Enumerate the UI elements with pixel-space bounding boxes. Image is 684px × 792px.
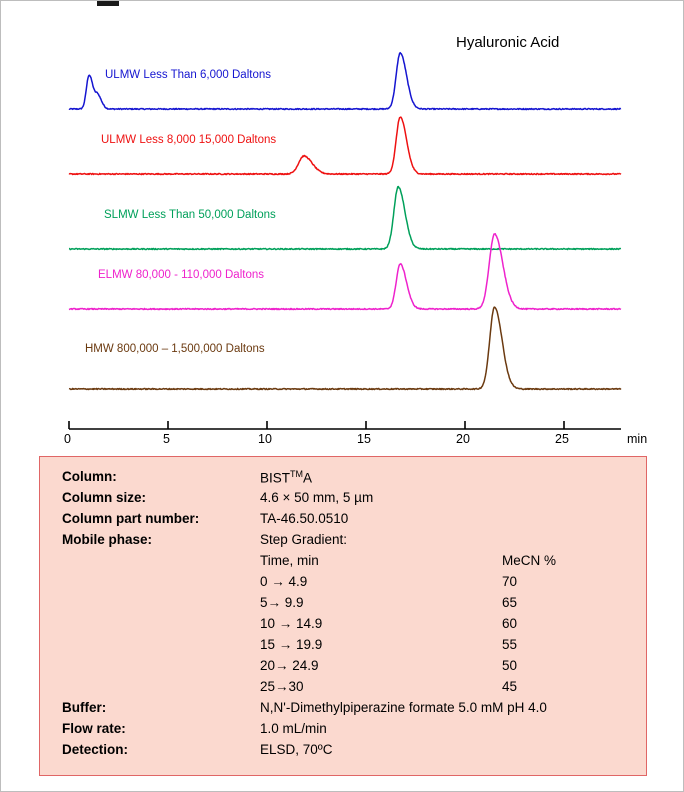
xtick-5: 5 (163, 432, 170, 446)
x-axis-unit-label: min (627, 432, 648, 446)
method-label: Flow rate: (62, 721, 126, 736)
method-value: BIST™A (260, 469, 313, 486)
chromatogram-traces (1, 9, 684, 449)
method-label: Mobile phase: (62, 532, 153, 547)
trademark-mark: TM (290, 469, 304, 479)
method-row (40, 616, 646, 637)
method-row (40, 511, 646, 532)
method-value-secondary: 55 (502, 637, 518, 652)
method-row (40, 595, 646, 616)
method-value-secondary: 50 (502, 658, 518, 673)
method-row (40, 469, 646, 490)
method-row (40, 721, 646, 742)
xtick-15: 15 (357, 432, 371, 446)
xtick-20: 20 (456, 432, 470, 446)
method-value-secondary: 45 (502, 679, 518, 694)
method-value-secondary: 65 (502, 595, 518, 610)
method-label: Buffer: (62, 700, 107, 715)
series-label-ulmw-8000-15000: ULMW Less 8,000 15,000 Daltons (101, 134, 277, 146)
method-value: 10 → 14.9 (260, 616, 323, 631)
method-row (40, 700, 646, 721)
method-value: N,N'-Dimethylpiperazine formate 5.0 mM pH 4.0 (260, 700, 547, 715)
method-value: ELSD, 70ºC (260, 742, 333, 757)
method-value-secondary: 60 (502, 616, 518, 631)
method-label: Column: (62, 469, 117, 484)
method-value: 15 → 19.9 (260, 637, 323, 652)
method-value: 5→ 9.9 (260, 595, 304, 610)
method-value: 25→30 (260, 679, 304, 694)
method-row (40, 490, 646, 511)
method-row (40, 553, 646, 574)
method-row (40, 679, 646, 700)
method-value: 1.0 mL/min (260, 721, 327, 736)
method-row (40, 532, 646, 553)
series-label-ulmw-6000: ULMW Less Than 6,000 Daltons (105, 69, 271, 81)
series-label-hmw-800000-1500000: HMW 800,000 – 1,500,000 Daltons (85, 343, 265, 355)
method-value-secondary: 70 (502, 574, 518, 589)
method-label: Column part number: (62, 511, 200, 526)
series-label-slmw-50000: SLMW Less Than 50,000 Daltons (104, 209, 276, 221)
top-black-mark (97, 1, 119, 6)
chromatogram-chart (1, 9, 684, 449)
method-value-secondary: MeCN % (502, 553, 557, 568)
method-row (40, 658, 646, 679)
method-info-box (39, 456, 647, 776)
xtick-10: 10 (258, 432, 272, 446)
method-row (40, 574, 646, 595)
method-row (40, 637, 646, 658)
method-value: Step Gradient: (260, 532, 348, 547)
trace-0 (69, 53, 621, 110)
chart-title: Hyaluronic Acid (456, 34, 560, 51)
method-label: Column size: (62, 490, 147, 505)
method-row (40, 742, 646, 763)
method-value: 0 → 4.9 (260, 574, 308, 589)
method-value: 4.6 × 50 mm, 5 µm (260, 490, 374, 505)
method-value: 20→ 24.9 (260, 658, 319, 673)
method-value: Time, min (260, 553, 319, 568)
xtick-25: 25 (555, 432, 569, 446)
method-label: Detection: (62, 742, 129, 757)
method-value: TA-46.50.0510 (260, 511, 349, 526)
xtick-0: 0 (64, 432, 71, 446)
series-label-elmw-80000-110000: ELMW 80,000 - 110,000 Daltons (98, 269, 264, 281)
